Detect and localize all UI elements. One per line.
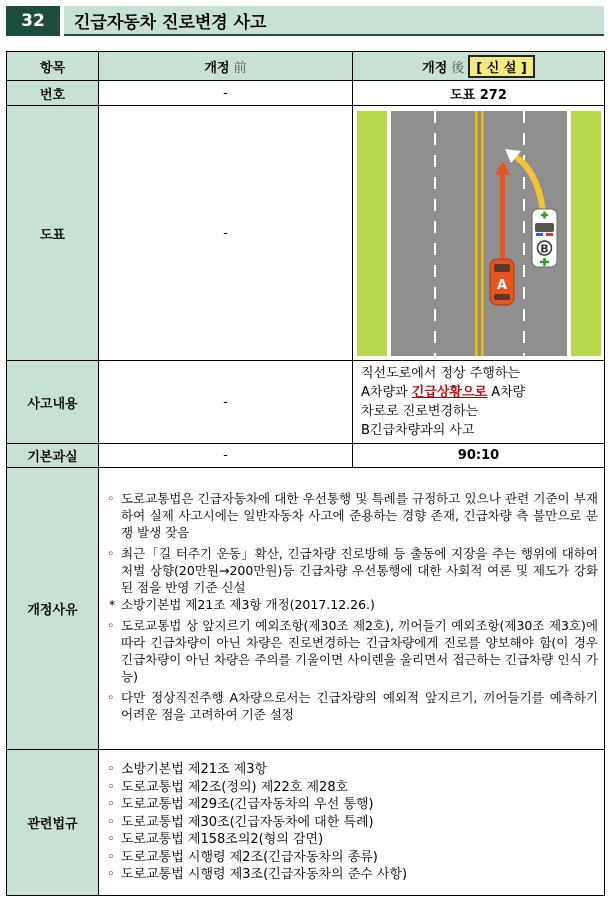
accident-line-1: 직선도로에서 정상 주행하는: [361, 366, 520, 381]
car-b: [532, 209, 557, 267]
reason-note: * 소방기본법 제21조 제3항 개정(2017.12.26.): [105, 596, 598, 613]
number-before: -: [99, 81, 353, 106]
row-label-laws: 관련법규: [7, 750, 99, 896]
figure-before: -: [99, 106, 353, 361]
revision-table: [6, 51, 605, 896]
law-item: ◦ 도로교통법 제29조(긴급자동차의 우선 통행): [105, 796, 598, 814]
section-title: 긴급자동차 진로변경 사고: [64, 6, 604, 36]
row-laws: [7, 750, 605, 896]
col-after-label: 개정: [422, 60, 448, 76]
reason-item: ◦ 다만 정상직진주행 A차량으로서는 긴급차량의 예외적 앞지르기, 끼어들기를 예측하기 어려운 점을 고려하여 기준 설정: [105, 689, 598, 723]
emergency-highlight: 긴급상황으로: [411, 385, 488, 400]
center-line-left: [475, 111, 478, 356]
car-a-label: A: [496, 277, 507, 293]
accident-before: -: [99, 361, 353, 444]
section-number: 32: [6, 6, 60, 36]
accident-diagram: [357, 111, 601, 356]
col-after-suffix: 後: [451, 60, 465, 76]
law-item: ◦ 도로교통법 시행령 제3조(긴급자동차의 준수 사항): [105, 866, 598, 884]
col-header-before: [99, 52, 353, 81]
accident-line-2: A차량과 긴급상황으로 A차량: [361, 385, 526, 400]
center-line-right: [481, 111, 484, 356]
car-a: [490, 259, 514, 305]
law-item: ◦ 소방기본법 제21조 제3항: [105, 761, 598, 779]
car-a-arrow-shaft: [500, 173, 505, 258]
accident-line-4: B긴급차량과의 사고: [361, 423, 475, 438]
row-label-figure: 도표: [7, 106, 99, 361]
law-item: ◦ 도로교통법 제158조의2(형의 감면): [105, 831, 598, 849]
col-before-label: 개정: [204, 60, 230, 76]
row-accident: [7, 361, 605, 444]
reason-item: ◦ 최근「길 터주기 운동」확산, 긴급차량 진로방해 등 출동에 지장을 주는 행위에 대하여 처벌 상향(20만원→200만원)등 긴급차량 우선통행에 대한 사회적 여론 및 제도가 강화된 점을 반영 기준 신설: [105, 545, 598, 596]
row-fault: [7, 444, 605, 468]
fault-ratio: 90:10: [353, 444, 605, 468]
new-badge: [ 신 설 ]: [468, 55, 535, 78]
laws-content: [99, 750, 605, 896]
col-header-after: [353, 52, 605, 81]
law-item: ◦ 도로교통법 시행령 제2조(긴급자동차의 종류): [105, 849, 598, 867]
row-figure: [7, 106, 605, 361]
row-label-accident: 사고내용: [7, 361, 99, 444]
figure-after: [353, 106, 605, 361]
row-label-fault: 기본과실: [7, 444, 99, 468]
section-header: [6, 6, 604, 36]
reason-list: [99, 486, 604, 731]
fault-before: -: [99, 444, 353, 468]
col-header-item: 항목: [7, 52, 99, 81]
car-b-label: B: [539, 242, 549, 255]
law-item: ◦ 도로교통법 제30조(긴급자동차에 대한 특례): [105, 814, 598, 832]
reason-content: [99, 468, 605, 750]
road-edge-left: [387, 111, 391, 356]
reason-item: ◦ 도로교통법 상 앞지르기 예외조항(제30조 제2호), 끼어들기 예외조항(제30조 제3호)에 따라 긴급차량이 아닌 차량은 진로변경하는 긴급차량에게 진로를 양보해야 함(이 경우 긴급차량이 아닌 차량은 주의를 기울이면 사이렌을 울리면서 접근하는 긴급차량 인식 가능): [105, 617, 598, 685]
table-header-row: [7, 52, 605, 81]
col-before-suffix: 前: [233, 60, 247, 76]
law-item: ◦ 도로교통법 제2조(정의) 제22호 제28호: [105, 779, 598, 797]
row-label-number: 번호: [7, 81, 99, 106]
laws-list: [99, 757, 604, 888]
accident-after: [353, 361, 605, 444]
accident-line-3: 차로로 진로변경하는: [361, 404, 479, 419]
number-after: 도표 272: [353, 81, 605, 106]
reason-item: ◦ 도로교통법은 긴급자동차에 대한 우선통행 및 특례를 규정하고 있으나 관련 기준이 부재하여 실제 사고시에는 일반자동차 사고에 준용하는 경향 존재, 긴급차량 측 불만으로 분쟁 발생 잦음: [105, 490, 598, 541]
row-label-reason: 개정사유: [7, 468, 99, 750]
road-edge-right: [567, 111, 571, 356]
row-reason: [7, 468, 605, 750]
row-number: [7, 81, 605, 106]
